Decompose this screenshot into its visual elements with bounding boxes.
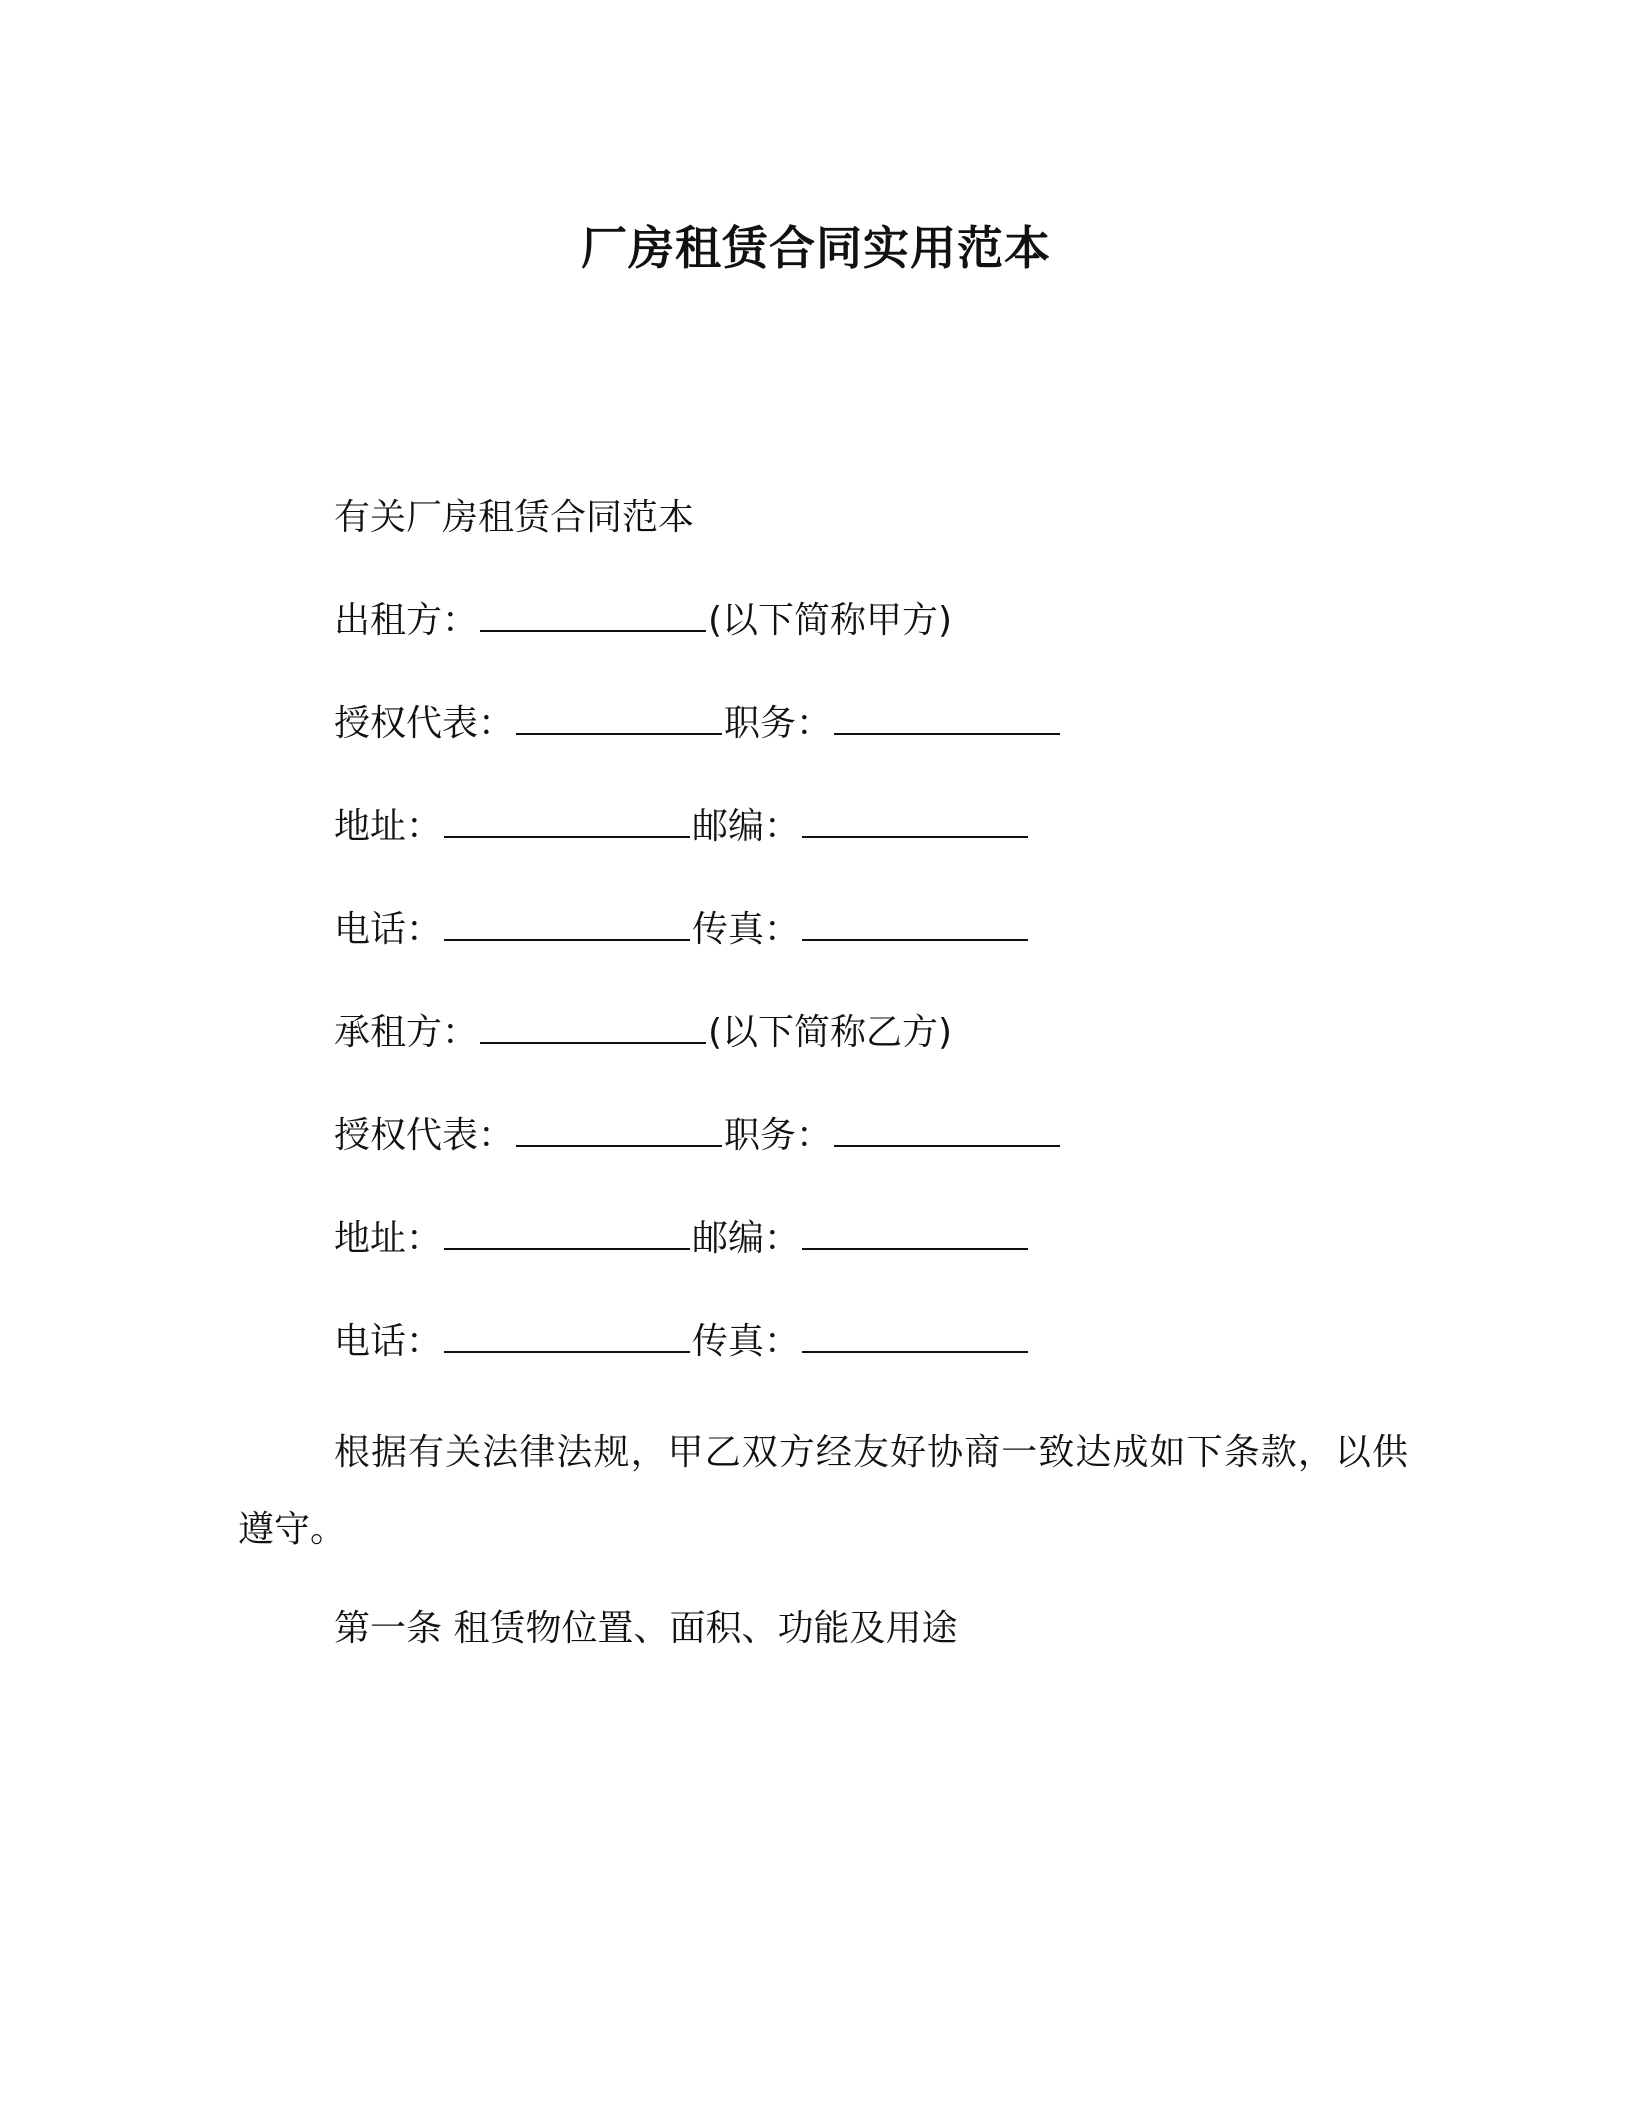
lessee-rep-blank [516,1115,722,1147]
article-1-heading: 第一条 租赁物位置、面积、功能及用途 [334,1608,958,1649]
lessor-name-blank [480,600,706,632]
lessee-postcode-blank [802,1218,1028,1250]
lessee-phone-line [334,1317,1030,1367]
lessor-phone-line [334,905,1030,955]
lessee-address-blank [444,1218,690,1250]
document-title: 厂房租赁合同实用范本 [581,221,1051,275]
lessee-phone-blank [444,1321,690,1353]
lessor-rep-blank [516,703,722,735]
lessor-rep-label: 授权代表： [334,703,515,744]
lessee-rep-line [334,1111,1062,1161]
lessee-name-blank [480,1012,706,1044]
lessee-line [334,1008,952,1058]
lessee-postcode-label: 邮编： [692,1218,801,1259]
lessor-postcode-blank [802,806,1028,838]
lessor-address-label: 地址： [334,806,443,847]
lessor-address-blank [444,806,690,838]
lessor-address-line [334,802,1030,852]
preamble-paragraph: 根据有关法律法规，甲乙双方经友好协商一致达成如下条款，以供遵守。 [238,1432,1408,1550]
lessor-rep-line [334,699,1062,749]
lessor-phone-label: 电话： [334,909,443,950]
lessee-rep-label: 授权代表： [334,1115,515,1156]
lessee-label: 承租方： [334,1012,479,1053]
lessor-position-blank [834,703,1060,735]
lessee-position-label: 职务： [724,1115,833,1156]
lessor-fax-label: 传真： [692,909,801,950]
lessee-phone-label: 电话： [334,1321,443,1362]
lessor-line [334,596,952,646]
lessor-position-label: 职务： [724,703,833,744]
lessor-label: 出租方： [334,600,479,641]
lessee-address-line [334,1214,1030,1264]
lessee-fax-blank [802,1321,1028,1353]
lessee-address-label: 地址： [334,1218,443,1259]
lessee-position-blank [834,1115,1060,1147]
lessor-phone-blank [444,909,690,941]
lessee-fax-label: 传真： [692,1321,801,1362]
lessee-suffix: (以下简称乙方) [708,1012,953,1053]
lessor-suffix: (以下简称甲方) [708,600,953,641]
lessor-fax-blank [802,909,1028,941]
document-subtitle: 有关厂房租赁合同范本 [334,497,695,538]
lessor-postcode-label: 邮编： [692,806,801,847]
